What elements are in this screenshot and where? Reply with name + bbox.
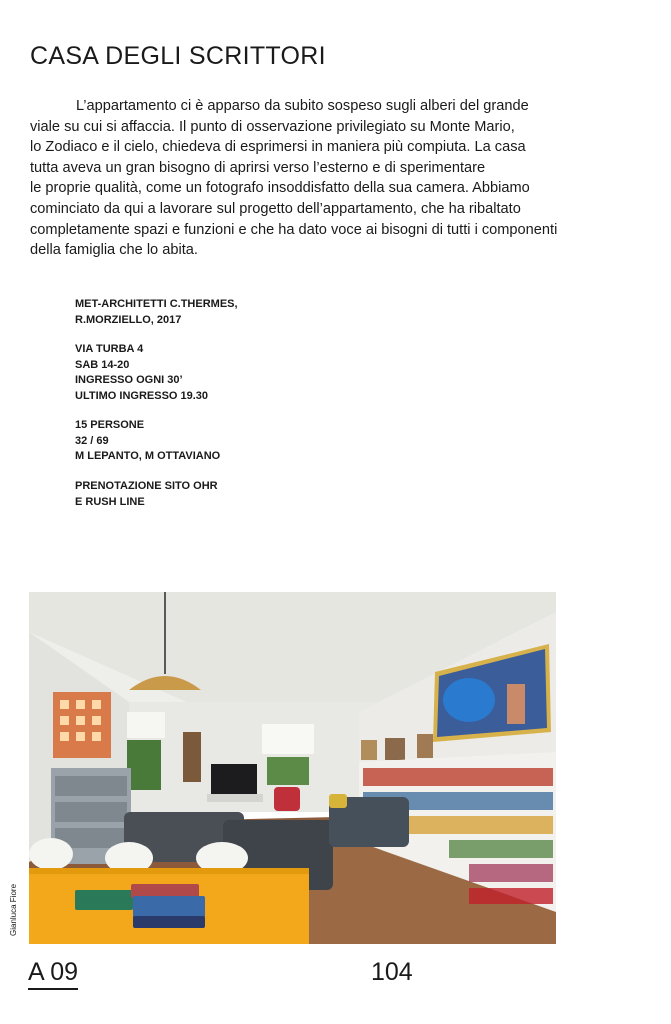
booking-line: PRENOTAZIONE SITO OHR <box>75 480 218 492</box>
bus-lines: 32 / 69 <box>75 434 109 447</box>
photo-credit: Gianluca Fiore <box>9 883 18 936</box>
booking-line: E RUSH LINE <box>75 495 145 508</box>
intro-line: L’appartamento ci è apparso da subito sospeso sugli alberi del grande <box>76 98 529 114</box>
intro-line: completamente spazi e funzioni e che ha dato voce ai bisogni di tutti i componenti <box>30 221 558 238</box>
page-number: 104 <box>371 958 413 986</box>
entry-frequency: INGRESSO OGNI 30’ <box>75 374 183 386</box>
address: VIA TURBA 4 <box>75 343 144 355</box>
architects-block <box>75 297 238 328</box>
capacity: 15 PERSONE <box>75 419 145 431</box>
intro-line: tutta aveva un gran bisogno di aprirsi verso l’esterno e di sperimentare <box>30 159 486 176</box>
architects-line: MET-ARCHITETTI C.THERMES, <box>75 298 238 310</box>
intro-line: lo Zodiaco e il cielo, chiedeva di esprimersi in maniera più compiuta. La casa <box>30 139 526 156</box>
intro-line: cominciato da qui a lavorare sul progetto dell’appartamento, che ha ribaltato <box>30 200 521 217</box>
intro-line: le proprie qualità, come un fotografo insoddisfatto della sua camera. Abbiamo <box>30 180 530 197</box>
visit-info-block <box>75 342 208 404</box>
intro-line: della famiglia che lo abita. <box>30 242 198 259</box>
opening-hours: SAB 14-20 <box>75 358 130 371</box>
interior-photo <box>29 592 556 944</box>
intro-paragraph <box>30 96 610 261</box>
last-entry: ULTIMO INGRESSO 19.30 <box>75 389 209 402</box>
architects-line: R.MORZIELLO, 2017 <box>75 313 182 326</box>
intro-line: viale su cui si affaccia. Il punto di osservazione privilegiato su Monte Mario, <box>30 118 515 135</box>
capacity-block <box>75 418 220 465</box>
metro-stops: M LEPANTO, M OTTAVIANO <box>75 450 221 462</box>
booking-block <box>75 479 218 510</box>
page-title: CASA DEGLI SCRITTORI <box>30 42 326 70</box>
section-code: A 09 <box>28 958 78 990</box>
